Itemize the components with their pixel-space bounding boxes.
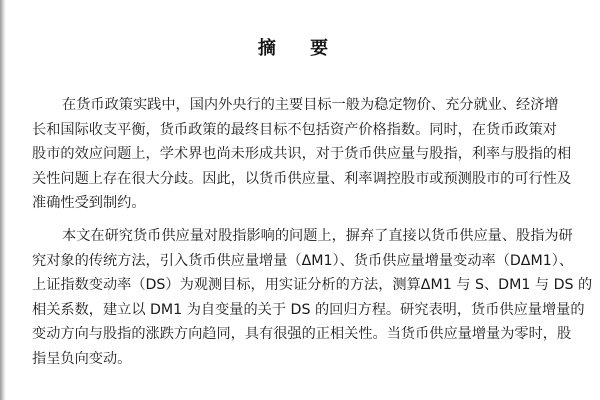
text-line: 股市的效应问题上，学术界也尚未形成共识，对于货币供应量与股指，利率与股指的相: [32, 146, 572, 163]
text-line: 变动方向与股指的涨跌方向趋同，具有很强的正相关性。当货币供应量增量为零时，股: [32, 326, 572, 343]
text-line: 准确性受到制约。: [32, 195, 146, 212]
text-line: 相关系数，建立以 DM1 为自变量的关于 DS 的回归方程。研究表明，货币供应量增量的: [32, 301, 585, 318]
text-line: 指呈负向变动。: [32, 350, 132, 367]
abstract-body: [32, 93, 593, 372]
paragraph-2: [32, 224, 593, 372]
paragraph-1: [32, 93, 588, 216]
text-line: 究对象的传统方法，引入货币供应量增量（ΔM1）、货币供应量增量变动率（DΔM1）、: [32, 252, 574, 269]
text-line: 本文在研究货币供应量对股指影响的问题上，摒弃了直接以货币供应量、股指为研: [62, 227, 573, 244]
scan-edge-shadow: [0, 0, 6, 400]
page-title: 摘 要: [257, 38, 343, 59]
text-line: 在货币政策实践中，国内外央行的主要目标一般为稳定物价、充分就业、经济增: [62, 97, 559, 113]
text-line: 长和国际收支平衡，货币政策的最终目标不包括资产价格指数。同时，在货币政策对: [32, 121, 557, 138]
text-line: 关性问题上存在很大分歧。因此，以货币供应量、利率调控股市或预测股市的可行性及: [32, 170, 572, 187]
text-line: 上证指数变动率（DS）为观测目标，用实证分析的方法，测算ΔM1 与 S、DM1 与 DS 的: [32, 277, 593, 294]
